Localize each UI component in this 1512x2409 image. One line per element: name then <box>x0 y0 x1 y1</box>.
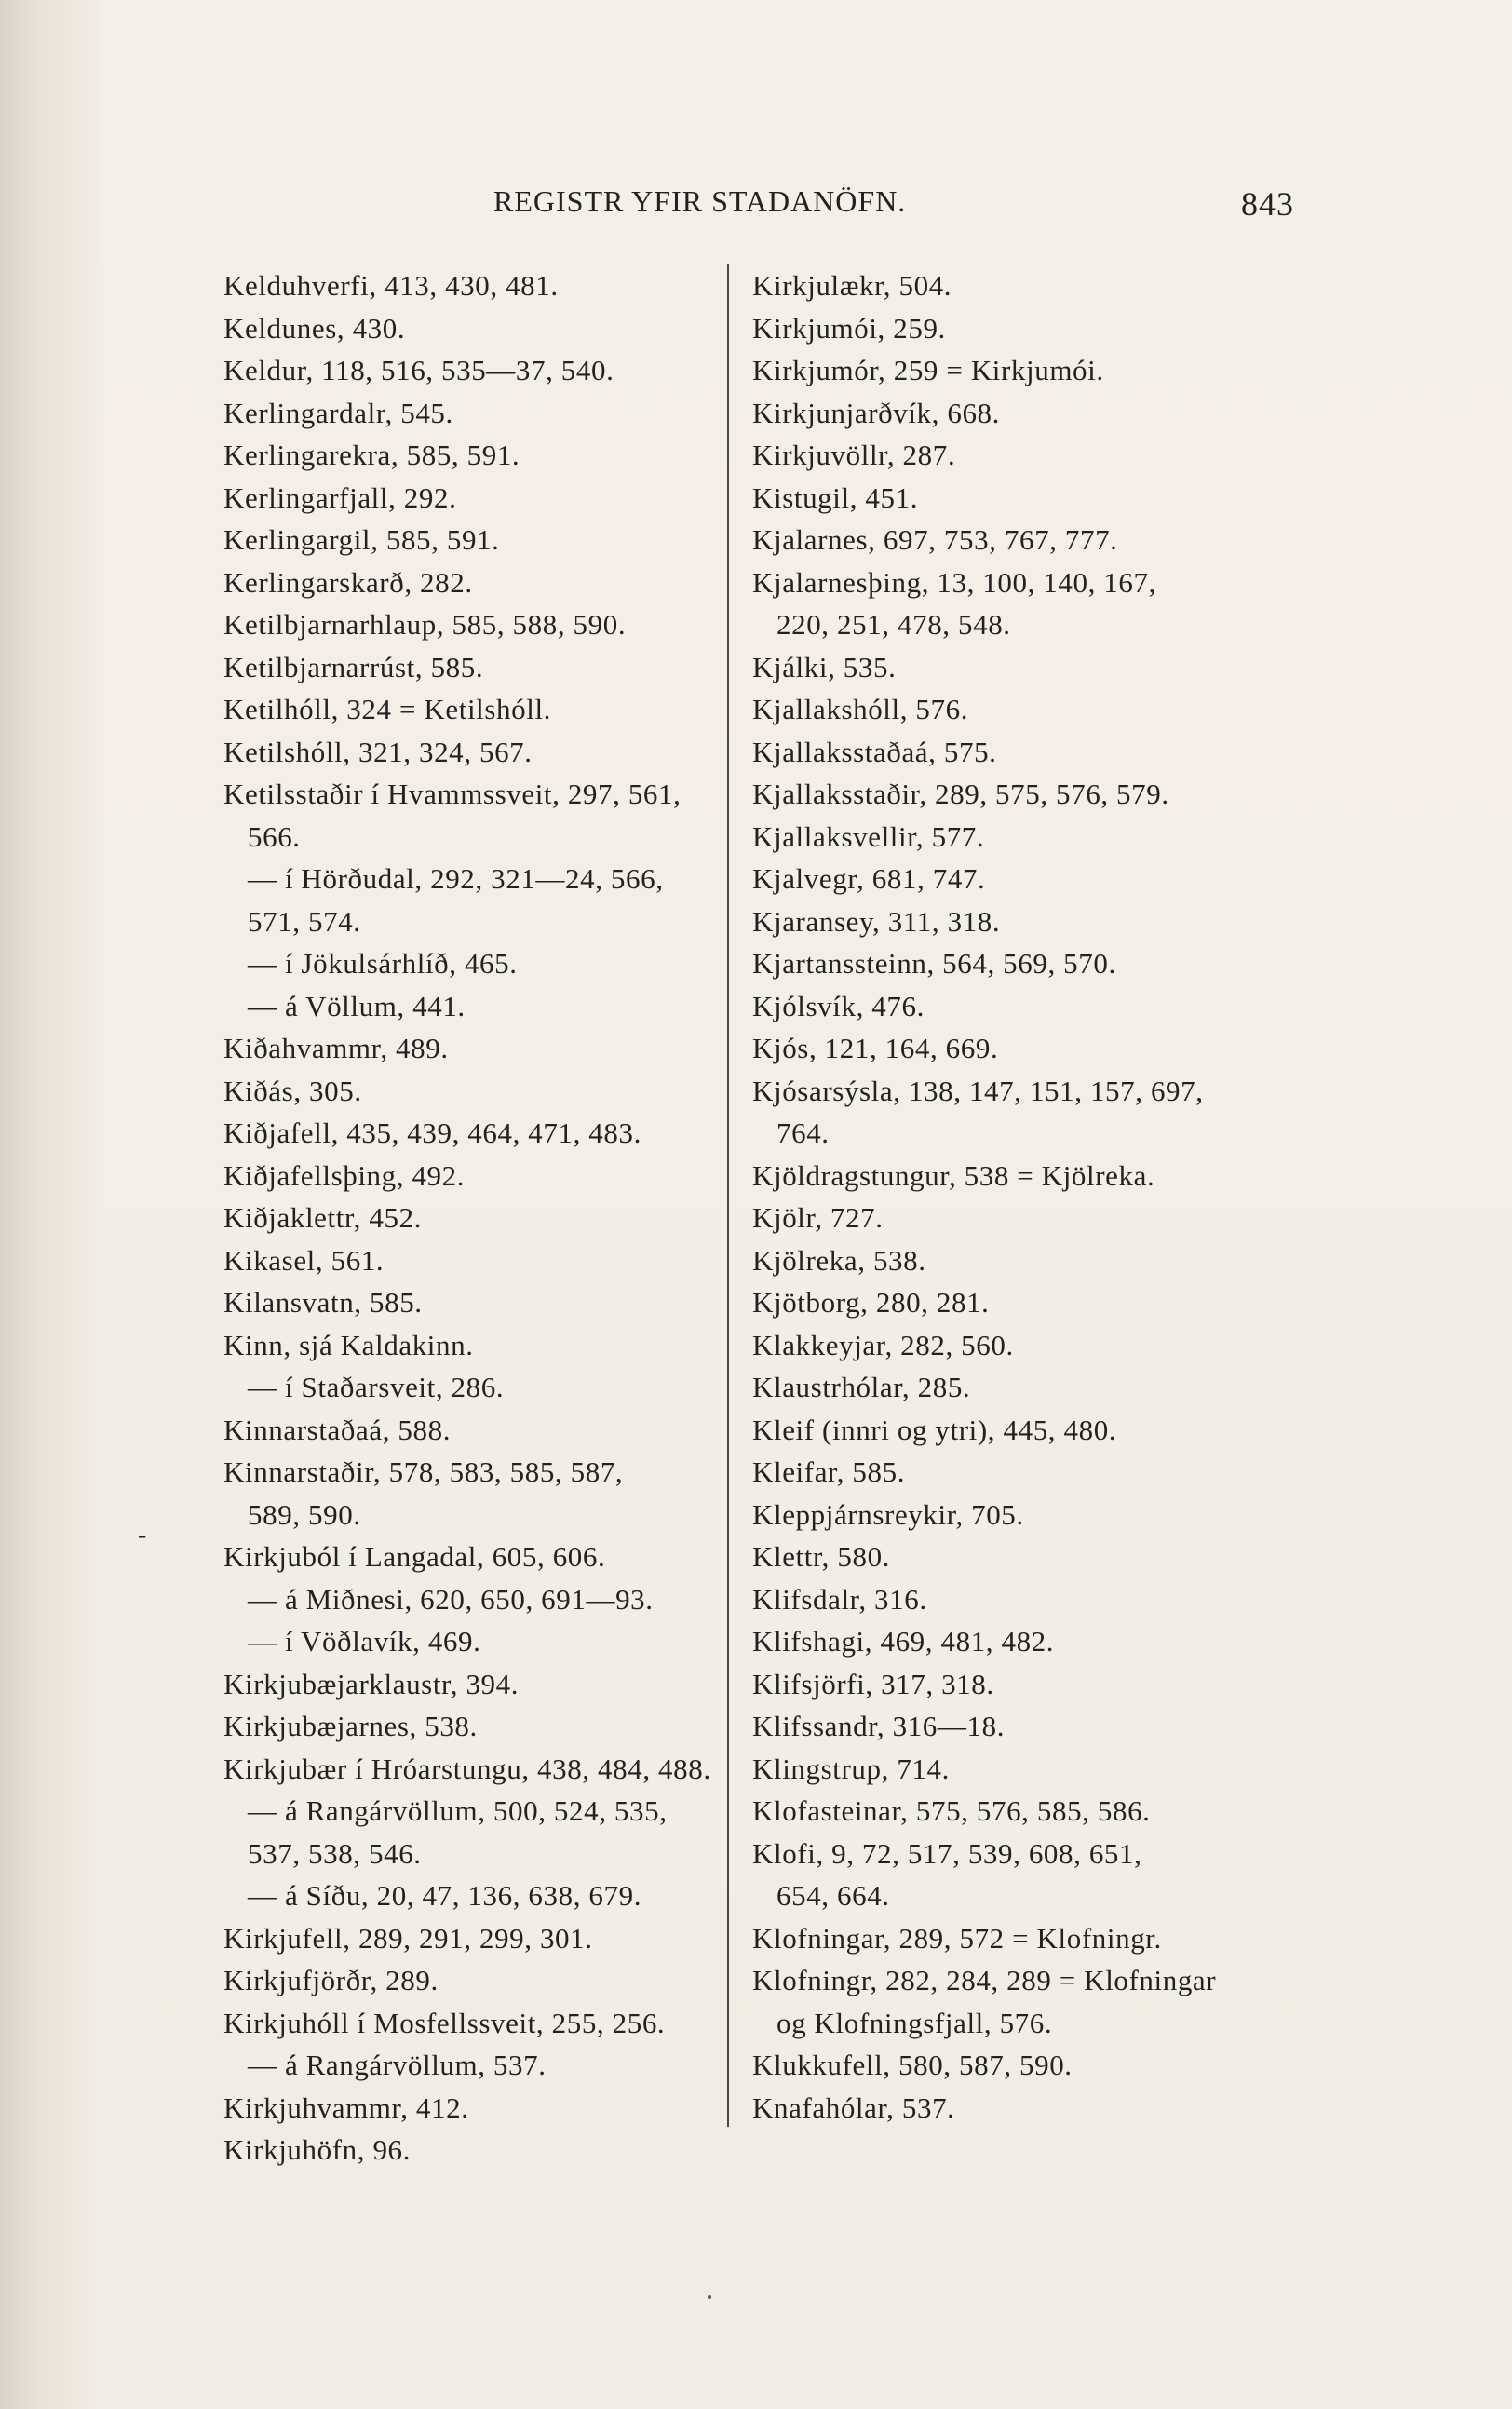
index-entry: Kjósarsýsla, 138, 147, 151, 157, 697, <box>752 1074 1204 1107</box>
index-entry: Kiðjaklettr, 452. <box>223 1201 423 1234</box>
index-entry: Kleppjárnsreykir, 705. <box>752 1497 1024 1531</box>
index-entry: Kilansvatn, 585. <box>223 1286 423 1319</box>
index-entry: Kjölr, 727. <box>752 1201 884 1234</box>
index-entry: Kjalarnes, 697, 753, 767, 777. <box>752 523 1118 556</box>
index-subentry: — á Rangárvöllum, 537. <box>248 2049 547 2081</box>
index-entry: Kirkjumór, 259 = Kirkjumói. <box>752 354 1104 386</box>
index-entry: Klifssandr, 316—18. <box>752 1710 1006 1742</box>
index-entry: Kirkjubæjarnes, 538. <box>223 1710 478 1742</box>
index-entry-continuation: 537, 538, 546. <box>248 1836 422 1870</box>
index-subentry: — á Síðu, 20, 47, 136, 638, 679. <box>248 1879 642 1912</box>
index-entry: Ketilbjarnarrúst, 585. <box>223 650 484 683</box>
index-entry: Klingstrup, 714. <box>752 1752 950 1785</box>
index-column-right <box>752 264 1311 2129</box>
index-entry-continuation: 654, 664. <box>776 1879 890 1912</box>
index-column-left <box>223 264 773 2172</box>
index-entry: Kjölreka, 538. <box>752 1243 926 1277</box>
index-entry-continuation: 566. <box>248 819 301 853</box>
running-header-title: REGISTR YFIR STADANÖFN. <box>493 184 907 218</box>
index-entry-continuation: og Klofningsfjall, 576. <box>776 2006 1053 2039</box>
index-entry: Ketilbjarnarhlaup, 585, 588, 590. <box>223 608 627 641</box>
index-entry: Klifshagi, 469, 481, 482. <box>752 1625 1055 1658</box>
index-entry: Kiðjafell, 435, 439, 464, 471, 483. <box>223 1117 641 1149</box>
index-entry: Klofningar, 289, 572 = Klofningr. <box>752 1921 1162 1955</box>
index-entry: Kjallakshóll, 576. <box>752 693 969 725</box>
index-entry: Kiðás, 305. <box>223 1074 362 1107</box>
index-entry: Klettr, 580. <box>752 1540 891 1573</box>
index-entry: Klofi, 9, 72, 517, 539, 608, 651, <box>752 1836 1142 1870</box>
index-entry: Kirkjulækr, 504. <box>752 269 952 302</box>
index-entry: Klofningr, 282, 284, 289 = Klofningar <box>752 1964 1217 1996</box>
running-header <box>493 184 1294 229</box>
index-entry: Kleifar, 585. <box>752 1455 906 1488</box>
index-subentry: — á Rangárvöllum, 500, 524, 535, <box>248 1794 668 1827</box>
page-gutter-shadow <box>0 0 102 2409</box>
index-entry: Klakkeyjar, 282, 560. <box>752 1328 1014 1361</box>
paper-speck <box>708 2295 711 2299</box>
index-entry: Kinnarstaðaá, 588. <box>223 1413 452 1446</box>
index-entry: Knafahólar, 537. <box>752 2091 955 2124</box>
index-subentry: — í Staðarsveit, 286. <box>248 1371 505 1403</box>
index-entry: Kirkjumói, 259. <box>752 311 946 345</box>
index-entry: Kjalarnesþing, 13, 100, 140, 167, <box>752 565 1156 599</box>
index-entry: Ketilhóll, 324 = Ketilshóll. <box>223 693 552 725</box>
page-number: 843 <box>1241 185 1294 223</box>
index-entry: Kjaransey, 311, 318. <box>752 904 1001 938</box>
index-entry: Kerlingargil, 585, 591. <box>223 523 500 556</box>
index-subentry: — á Miðnesi, 620, 650, 691—93. <box>248 1582 654 1616</box>
index-entry: Kirkjubær í Hróarstungu, 438, 484, 488. <box>223 1752 711 1785</box>
index-entry: Klifsdalr, 316. <box>752 1582 927 1616</box>
index-entry-continuation: 764. <box>776 1117 830 1149</box>
index-entry: Klukkufell, 580, 587, 590. <box>752 2049 1073 2081</box>
index-entry: Kikasel, 561. <box>223 1243 385 1277</box>
index-entry: Keldunes, 430. <box>223 311 406 345</box>
index-entry: Kirkjuvöllr, 287. <box>752 439 956 471</box>
index-entry: Keldur, 118, 516, 535—37, 540. <box>223 354 614 386</box>
index-entry: Kistugil, 451. <box>752 480 919 514</box>
index-subentry: — í Hörðudal, 292, 321—24, 566, <box>248 862 664 895</box>
index-entry: Kjálki, 535. <box>752 650 897 683</box>
index-entry: Kelduhverfi, 413, 430, 481. <box>223 269 559 302</box>
index-entry: Kiðahvammr, 489. <box>223 1032 449 1064</box>
index-entry: Kirkjuhvammr, 412. <box>223 2091 469 2124</box>
index-entry: Klifsjörfi, 317, 318. <box>752 1667 994 1700</box>
index-entry: Kjöldragstungur, 538 = Kjölreka. <box>752 1158 1155 1192</box>
index-entry: Kerlingarfjall, 292. <box>223 480 457 514</box>
column-divider <box>727 264 729 2127</box>
margin-mark: - <box>138 1521 147 1550</box>
index-entry: Kinnarstaðir, 578, 583, 585, 587, <box>223 1455 624 1488</box>
index-entry: Kjalvegr, 681, 747. <box>752 862 986 895</box>
index-entry: Kirkjuhóll í Mosfellssveit, 255, 256. <box>223 2006 666 2039</box>
index-subentry: — í Jökulsárhlíð, 465. <box>248 947 518 980</box>
index-subentry: — í Vöðlavík, 469. <box>248 1625 481 1658</box>
index-entry: Kirkjunjarðvík, 668. <box>752 396 1000 429</box>
index-entry: Kjallaksvellir, 577. <box>752 819 985 853</box>
index-entry: Kerlingardalr, 545. <box>223 396 453 429</box>
index-entry-continuation: 571, 574. <box>248 904 361 938</box>
index-entry: Kjólsvík, 476. <box>752 989 925 1022</box>
index-entry: Klofasteinar, 575, 576, 585, 586. <box>752 1794 1151 1827</box>
index-entry: Kjötborg, 280, 281. <box>752 1286 990 1319</box>
index-entry-continuation: 220, 251, 478, 548. <box>776 608 1011 641</box>
index-entry: Klaustrhólar, 285. <box>752 1371 971 1403</box>
index-entry: Kinn, sjá Kaldakinn. <box>223 1328 474 1361</box>
index-entry: Ketilshóll, 321, 324, 567. <box>223 735 533 768</box>
index-entry: Kiðjafellsþing, 492. <box>223 1158 466 1192</box>
index-entry: Kirkjubæjarklaustr, 394. <box>223 1667 520 1700</box>
index-entry: Kjallaksstaðir, 289, 575, 576, 579. <box>752 778 1169 810</box>
index-entry: Kjallaksstaðaá, 575. <box>752 735 997 768</box>
index-entry: Ketilsstaðir í Hvammssveit, 297, 561, <box>223 778 682 810</box>
index-subentry: — á Völlum, 441. <box>248 989 466 1022</box>
index-entry: Kirkjufell, 289, 291, 299, 301. <box>223 1921 593 1955</box>
index-entry: Kjartanssteinn, 564, 569, 570. <box>752 947 1116 980</box>
index-entry: Kerlingarekra, 585, 591. <box>223 439 520 471</box>
index-entry: Kleif (innri og ytri), 445, 480. <box>752 1413 1117 1446</box>
index-entry: Kirkjuból í Langadal, 605, 606. <box>223 1540 606 1573</box>
index-entry: Kirkjuhöfn, 96. <box>223 2133 412 2166</box>
index-entry: Kjós, 121, 164, 669. <box>752 1032 999 1064</box>
index-entry: Kerlingarskarð, 282. <box>223 565 473 599</box>
index-entry: Kirkjufjörðr, 289. <box>223 1964 439 1996</box>
index-entry-continuation: 589, 590. <box>248 1497 361 1531</box>
